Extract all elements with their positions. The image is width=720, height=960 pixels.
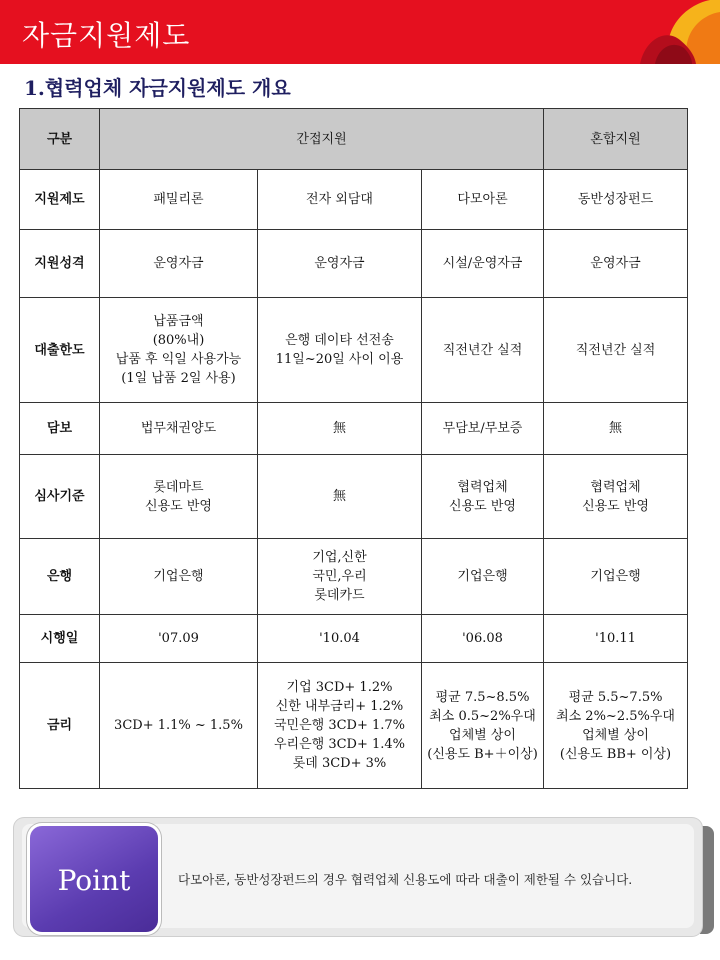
header-category: 구분 <box>20 109 100 170</box>
page-title: 자금지원제도 <box>22 19 191 52</box>
support-program-table <box>19 108 688 789</box>
table-row <box>20 298 688 403</box>
table-cell: 無 <box>258 455 422 539</box>
row-head: 대출한도 <box>20 298 100 403</box>
table-cell: 운영자금 <box>544 230 688 298</box>
table-cell: '10.11 <box>544 615 688 663</box>
section-title: 1.협력업체 자금지원제도 개요 <box>24 76 291 100</box>
table-row <box>20 230 688 298</box>
table-cell: 기업은행 <box>544 539 688 615</box>
table-cell: 협력업체 신용도 반영 <box>544 455 688 539</box>
point-badge <box>30 826 158 932</box>
row-head: 지원성격 <box>20 230 100 298</box>
table-cell: 운영자금 <box>258 230 422 298</box>
table-row <box>20 539 688 615</box>
table-row <box>20 403 688 455</box>
table-cell: 평균 7.5~8.5% 최소 0.5~2%우대 업체별 상이 (신용도 B+＋이상) <box>422 663 544 789</box>
row-head: 금리 <box>20 663 100 789</box>
table-cell: '10.04 <box>258 615 422 663</box>
table-row <box>20 455 688 539</box>
table-cell: 법무채권양도 <box>100 403 258 455</box>
table-cell: 은행 데이타 선전송 11일~20일 사이 이용 <box>258 298 422 403</box>
table-row <box>20 615 688 663</box>
header-indirect-support: 간접지원 <box>100 109 544 170</box>
table-cell: 기업 3CD+ 1.2% 신한 내부금리+ 1.2% 국민은행 3CD+ 1.7% 우리은행 3CD+ 1.4% 롯데 3CD+ 3% <box>258 663 422 789</box>
table-cell: '07.09 <box>100 615 258 663</box>
row-head: 심사기준 <box>20 455 100 539</box>
header-mixed-support: 혼합지원 <box>544 109 688 170</box>
row-head: 은행 <box>20 539 100 615</box>
row-head: 담보 <box>20 403 100 455</box>
table-row <box>20 170 688 230</box>
table-cell: 기업은행 <box>100 539 258 615</box>
table-cell: 평균 5.5~7.5% 최소 2%~2.5%우대 업체별 상이 (신용도 BB+ 이상) <box>544 663 688 789</box>
decorative-petals-graphic <box>600 0 720 64</box>
point-note: 다모아론, 동반성장펀드의 경우 협력업체 신용도에 따라 대출이 제한될 수 있습니다. <box>178 872 633 887</box>
table-cell: 직전년간 실적 <box>422 298 544 403</box>
row-head: 지원제도 <box>20 170 100 230</box>
table-cell: 동반성장펀드 <box>544 170 688 230</box>
point-label: Point <box>57 864 131 897</box>
table-cell: 전자 외담대 <box>258 170 422 230</box>
table-header-row <box>20 109 688 170</box>
table-cell: 시설/운영자금 <box>422 230 544 298</box>
table-cell: 직전년간 실적 <box>544 298 688 403</box>
table-cell: 無 <box>544 403 688 455</box>
point-panel-shadow <box>700 826 714 934</box>
table-cell: 기업은행 <box>422 539 544 615</box>
table-cell: 롯데마트 신용도 반영 <box>100 455 258 539</box>
table-cell: 납품금액 (80%내) 납품 후 익일 사용가능 (1일 납품 2일 사용) <box>100 298 258 403</box>
table-cell: 운영자금 <box>100 230 258 298</box>
table-cell: 패밀리론 <box>100 170 258 230</box>
table-cell: 무담보/무보증 <box>422 403 544 455</box>
table-row <box>20 663 688 789</box>
table-cell: '06.08 <box>422 615 544 663</box>
table-cell: 다모아론 <box>422 170 544 230</box>
table-cell: 기업,신한 국민,우리 롯데카드 <box>258 539 422 615</box>
table-cell: 無 <box>258 403 422 455</box>
table-cell: 3CD+ 1.1% ~ 1.5% <box>100 663 258 789</box>
row-head: 시행일 <box>20 615 100 663</box>
table-cell: 협력업체 신용도 반영 <box>422 455 544 539</box>
